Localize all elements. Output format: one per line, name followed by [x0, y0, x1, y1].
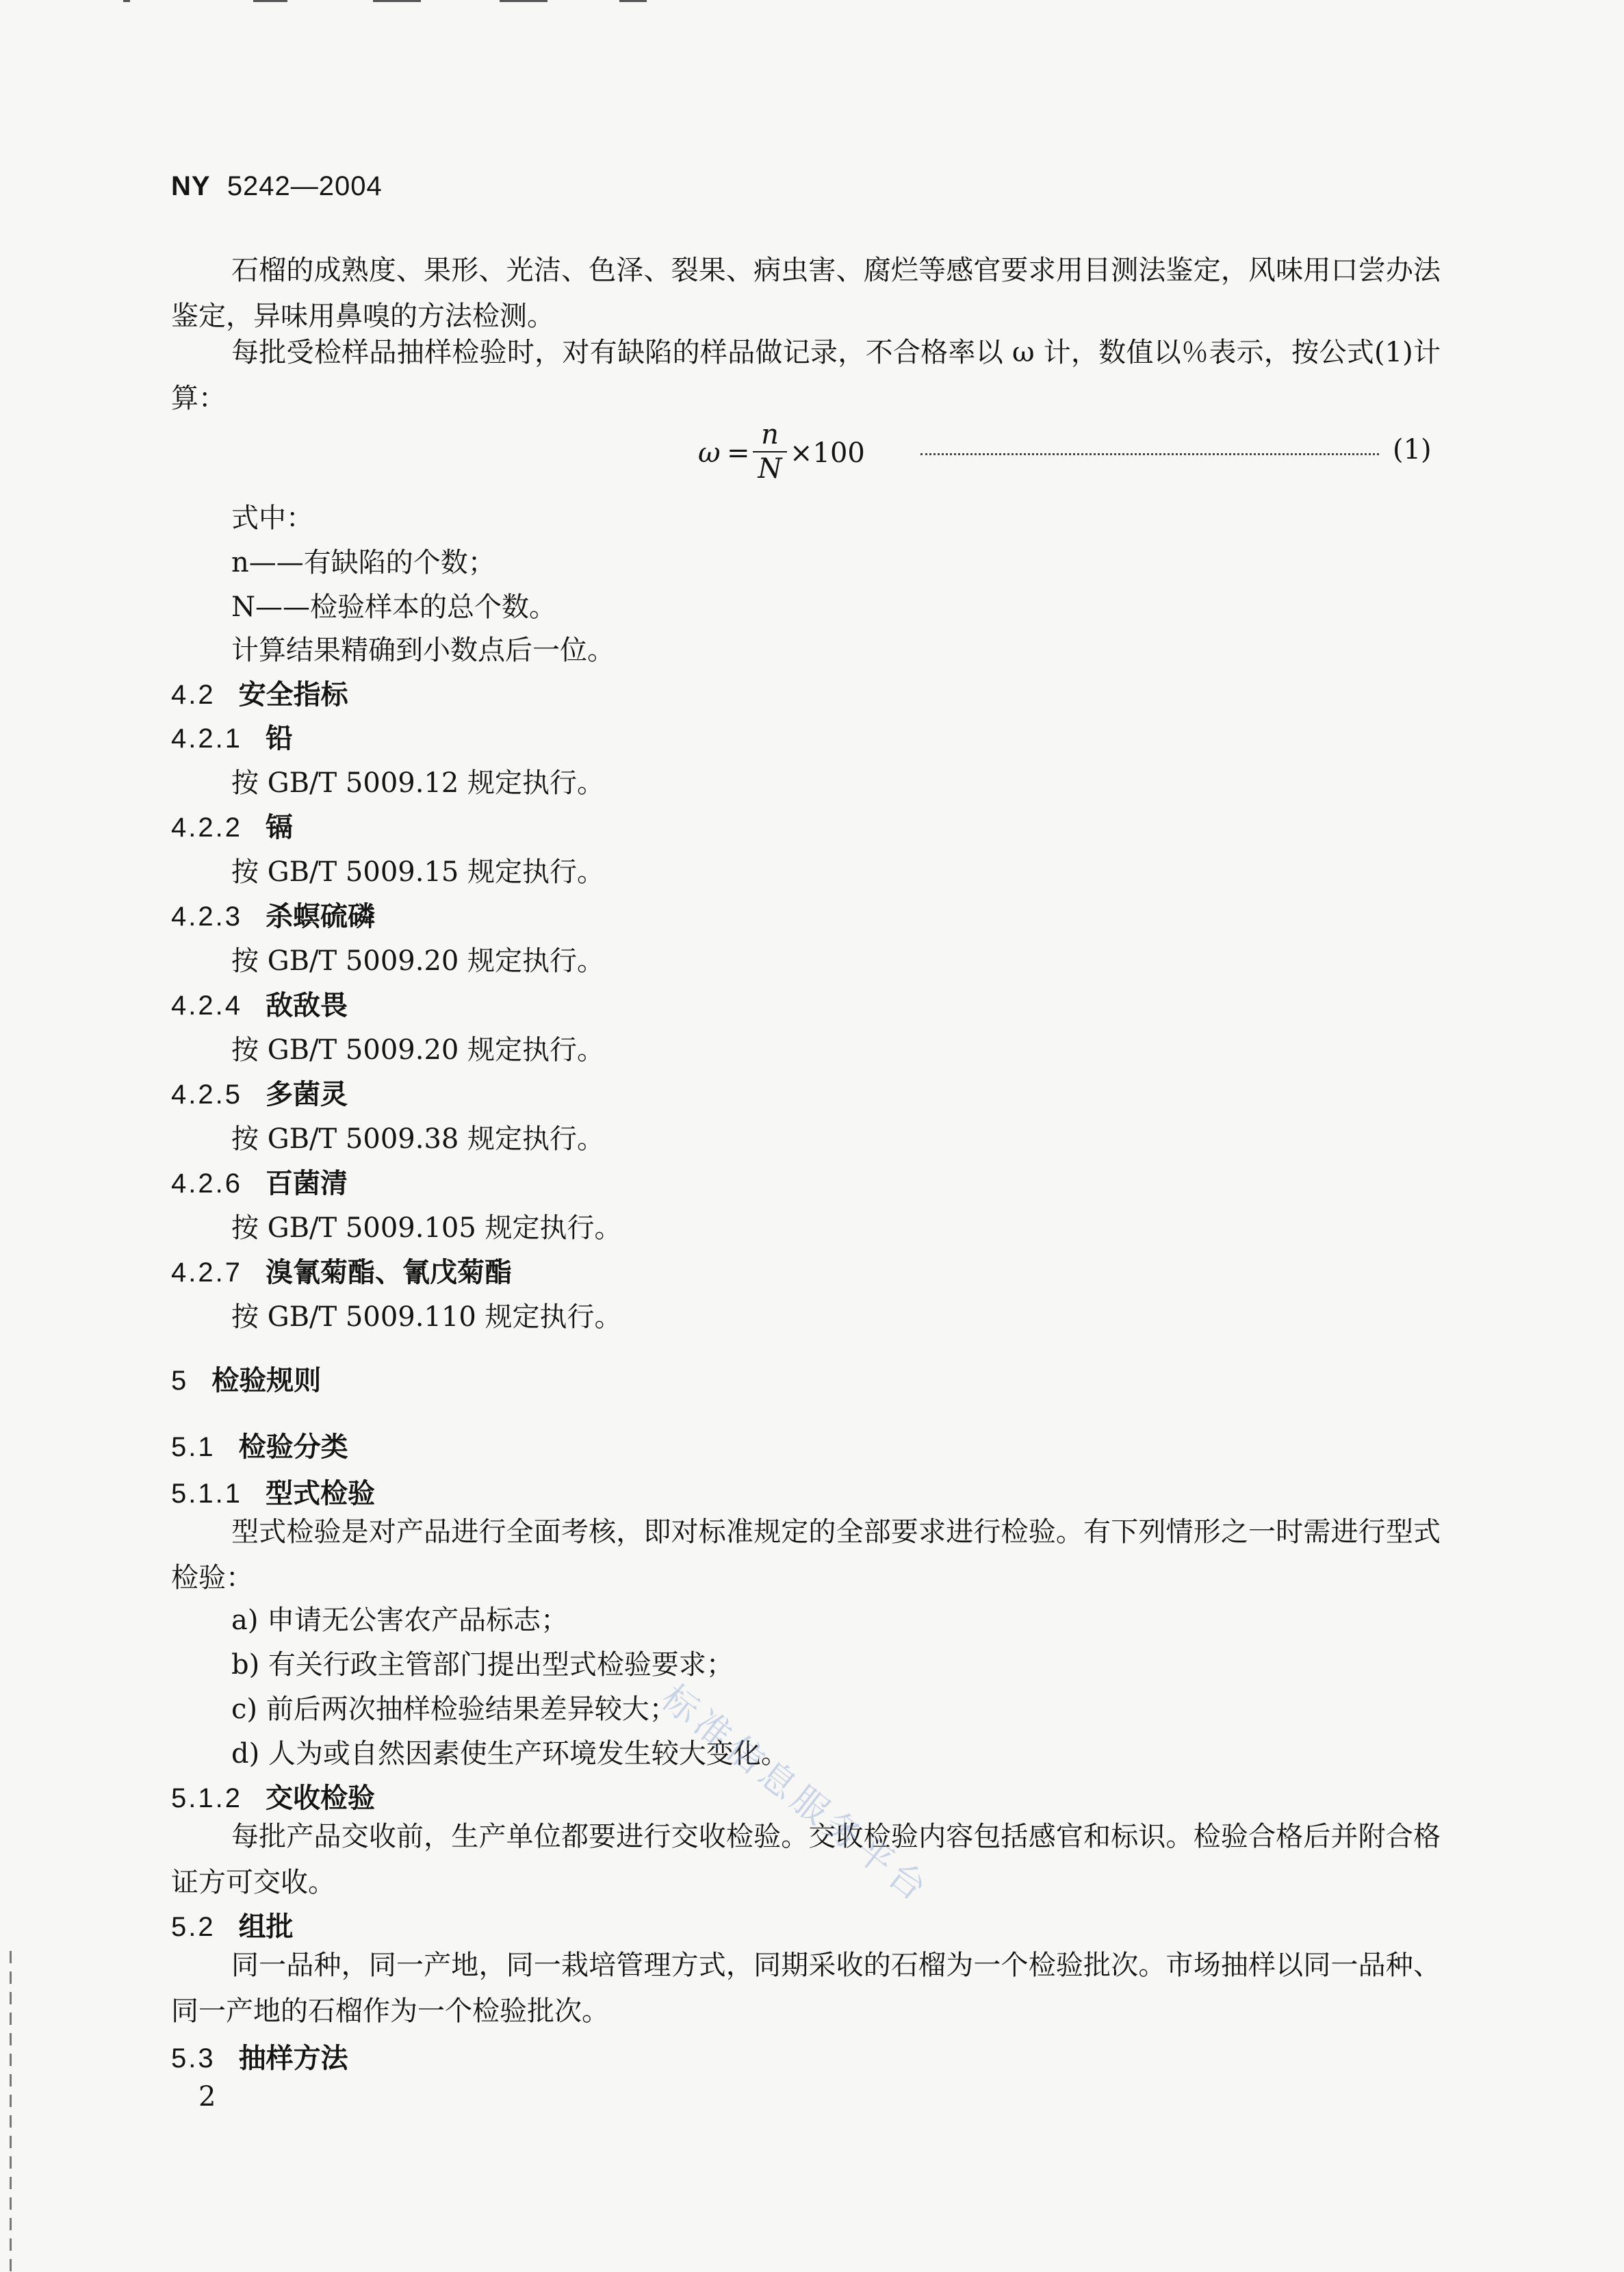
formula-fraction: [753, 421, 787, 483]
formula-leader-dots: [920, 438, 1379, 455]
paragraph-sensory-method: 石榴的成熟度、果形、光洁、色泽、裂果、病虫害、腐烂等感官要求用目测法鉴定，风味用口尝办法鉴定，异味用鼻嗅的方法检测。: [171, 255, 1441, 332]
formula-denominator: N: [758, 453, 782, 485]
scan-mark: [373, 0, 421, 2]
scan-mark: [253, 0, 287, 2]
section-heading-4-2-5: 4.2.5 多菌灵: [171, 1079, 348, 1110]
fraction-bar: [753, 451, 787, 452]
section-heading-4-2-3: 4.2.3 杀螟硫磷: [171, 901, 375, 932]
section-heading-4-2-6: 4.2.6 百菌清: [171, 1168, 348, 1199]
list-item-b: b) 有关行政主管部门提出型式检验要求；: [231, 1649, 734, 1681]
scan-mark: [500, 0, 547, 2]
formula-number: (1): [1393, 434, 1432, 465]
section-heading-5-1-2: 5.1.2 交收检验: [171, 1783, 375, 1814]
formula-lhs: ω: [698, 437, 721, 469]
method-text-4-2-6: 按 GB/T 5009.105 规定执行。: [231, 1212, 622, 1244]
section-heading-4-2: 4.2 安全指标: [171, 679, 348, 711]
scan-edge-mark: [10, 1951, 12, 2272]
section-heading-4-2-1: 4.2.1 铅: [171, 723, 293, 754]
section-heading-4-2-7: 4.2.7 溴氰菊酯、氰戊菊酯: [171, 1257, 512, 1288]
list-item-c: c) 前后两次抽样检验结果差异较大；: [231, 1694, 677, 1725]
precision-note: 计算结果精确到小数点后一位。: [231, 635, 615, 666]
formula-rhs: ×100: [790, 437, 865, 469]
list-item-d: d) 人为或自然因素使生产环境发生较大变化。: [231, 1738, 788, 1770]
section-heading-4-2-4: 4.2.4 敌敌畏: [171, 990, 348, 1021]
scan-mark: [123, 0, 130, 2]
where-n-definition: n——有缺陷的个数；: [231, 547, 495, 578]
formula-numerator: n: [761, 419, 779, 450]
method-text-4-2-7: 按 GB/T 5009.110 规定执行。: [231, 1301, 622, 1333]
paragraph-defect-rate: 每批受检样品抽样检验时，对有缺陷的样品做记录，不合格率以 ω 计，数值以％表示，按公式(1)计算：: [171, 337, 1441, 414]
page-number: 2: [198, 2081, 216, 2113]
section-heading-5-2: 5.2 组批: [171, 1911, 294, 1943]
method-text-4-2-3: 按 GB/T 5009.20 规定执行。: [231, 945, 605, 977]
method-text-4-2-2: 按 GB/T 5009.15 规定执行。: [231, 856, 605, 888]
section-heading-5-1-1: 5.1.1 型式检验: [171, 1478, 375, 1509]
scan-mark: [619, 0, 647, 2]
section-heading-5-1: 5.1 检验分类: [171, 1431, 348, 1463]
paragraph-type-inspection: 型式检验是对产品进行全面考核，即对标准规定的全部要求进行检验。有下列情形之一时需进行型式检验：: [171, 1516, 1441, 1594]
formula-equals: =: [727, 437, 750, 469]
watermark: 标准信息服务平台: [654, 1677, 938, 1913]
paragraph-batching: 同一品种，同一产地，同一栽培管理方式，同期采收的石榴为一个检验批次。市场抽样以同一品种、同一产地的石榴作为一个检验批次。: [171, 1950, 1441, 2027]
method-text-4-2-4: 按 GB/T 5009.20 规定执行。: [231, 1034, 605, 1066]
section-heading-5-3: 5.3 抽样方法: [171, 2043, 348, 2074]
method-text-4-2-5: 按 GB/T 5009.38 规定执行。: [231, 1123, 605, 1155]
where-N-definition: N——检验样本的总个数。: [231, 591, 556, 623]
section-heading-5: 5 检验规则: [171, 1365, 322, 1396]
standard-code: NY 5242—2004: [171, 171, 383, 201]
section-heading-4-2-2: 4.2.2 镉: [171, 812, 293, 843]
paragraph-delivery-inspection: 每批产品交收前，生产单位都要进行交收检验。交收检验内容包括感官和标识。检验合格后并附合格证方可交收。: [171, 1821, 1441, 1898]
where-intro: 式中：: [231, 502, 313, 534]
list-item-a: a) 申请无公害农产品标志；: [231, 1605, 569, 1636]
method-text-4-2-1: 按 GB/T 5009.12 规定执行。: [231, 767, 605, 799]
